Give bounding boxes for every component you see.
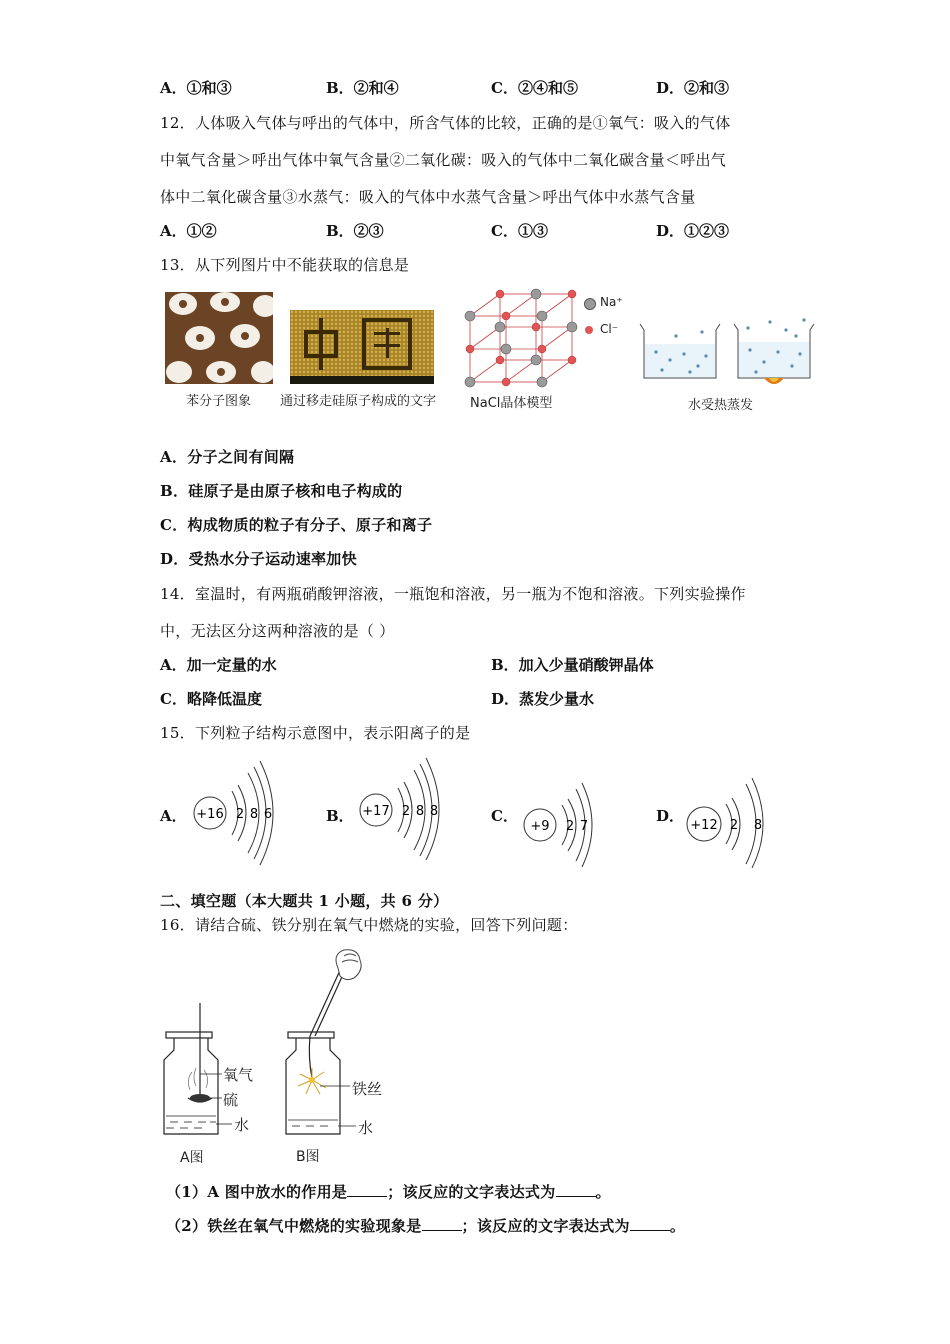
shell-a-3: 6	[263, 807, 273, 822]
label-fig-a: A图	[180, 1150, 204, 1166]
q16-sub-2: （2）铁丝在氧气中燃烧的实验现象是 ；该反应的文字表达式为 。	[166, 1217, 686, 1235]
atom-diagram-b	[356, 752, 456, 862]
atom-diagram-a	[190, 758, 290, 868]
shell-b-3: 8	[429, 804, 439, 819]
water-evaporation-image	[636, 316, 820, 390]
shell-a-2: 8	[249, 807, 259, 822]
label-iron-wire: 铁丝	[352, 1080, 383, 1098]
q14-option-d: D．蒸发少量水	[491, 690, 595, 708]
q12-option-c: C．①③	[491, 222, 548, 240]
q14-option-a: A．加一定量的水	[160, 656, 277, 674]
atom-diagram-c	[520, 778, 600, 868]
q16-stem: 16．请结合硫、铁分别在氧气中燃烧的实验，回答下列问题：	[160, 916, 578, 934]
caption-silicon: 通过移走硅原子构成的文字	[280, 394, 437, 409]
q12-stem-line-1: 12．人体吸入气体与呼出的气体中，所含气体的比较，正确的是①氧气：吸入的气体	[160, 114, 731, 132]
q14-stem-line-2: 中，无法区分这两种溶液的是（ ）	[160, 622, 395, 640]
q13-option-d: D．受热水分子运动速率加快	[160, 550, 357, 568]
q11-option-c: C．②④和⑤	[491, 79, 578, 97]
answer-blank-2[interactable]	[556, 1195, 596, 1197]
na-legend-dot	[584, 298, 596, 310]
shell-b-1: 2	[401, 804, 411, 819]
label-oxygen: 氧气	[223, 1066, 254, 1084]
nucleus-d: +12	[690, 818, 718, 833]
nucleus-b: +17	[362, 804, 390, 819]
caption-benzene: 苯分子图象	[186, 394, 252, 409]
q12-option-a: A．①②	[160, 222, 217, 240]
label-fig-b: B图	[296, 1149, 320, 1165]
answer-blank-1[interactable]	[347, 1195, 387, 1197]
shell-c-2: 7	[579, 819, 589, 834]
q13-option-b: B．硅原子是由原子核和电子构成的	[160, 482, 403, 500]
q14-option-c: C．略降低温度	[160, 690, 262, 708]
caption-water: 水受热蒸发	[688, 398, 754, 413]
shell-d-2: 8	[753, 818, 763, 833]
q15-option-b-label: B．	[326, 807, 354, 825]
na-legend-label: Na⁺	[600, 295, 623, 309]
q16-sub-1: （1）A 图中放水的作用是 ；该反应的文字表达式为 。	[166, 1183, 611, 1201]
q12-stem-line-3: 体中二氧化碳含量③水蒸气：吸入的气体中水蒸气含量＞呼出气体中水蒸气含量	[160, 188, 696, 206]
section-2-title: 二、填空题（本大题共 1 小题，共 6 分）	[160, 892, 449, 910]
answer-blank-3[interactable]	[422, 1229, 462, 1231]
q11-option-d: D．②和③	[656, 79, 730, 97]
q13-option-a: A．分子之间有间隔	[160, 448, 295, 466]
q11-option-b: B．②和④	[326, 79, 399, 97]
cl-legend-label: Cl⁻	[600, 322, 619, 336]
cl-legend-dot	[585, 326, 593, 334]
q15-option-d-label: D．	[656, 807, 685, 825]
benzene-image	[165, 292, 273, 384]
answer-blank-4[interactable]	[630, 1229, 670, 1231]
q15-option-c-label: C．	[491, 807, 518, 825]
shell-b-2: 8	[415, 804, 425, 819]
silicon-atoms-image	[290, 310, 434, 384]
nucleus-c: +9	[530, 819, 550, 834]
q13-option-c: C．构成物质的粒子有分子、原子和离子	[160, 516, 433, 534]
q15-option-a-label: A．	[160, 807, 187, 825]
q14-option-b: B．加入少量硝酸钾晶体	[491, 656, 654, 674]
shell-a-1: 2	[235, 807, 245, 822]
caption-nacl: NaCl晶体模型	[470, 396, 553, 411]
q12-option-b: B．②③	[326, 222, 384, 240]
label-water-a: 水	[234, 1116, 250, 1134]
nucleus-a: +16	[196, 807, 224, 822]
label-sulfur: 硫	[223, 1091, 239, 1109]
q14-stem-line-1: 14．室温时，有两瓶硝酸钾溶液，一瓶饱和溶液，另一瓶为不饱和溶液。下列实验操作	[160, 585, 746, 603]
atom-diagram-d	[684, 774, 774, 870]
shell-d-1: 2	[729, 818, 739, 833]
q12-stem-line-2: 中氧气含量＞呼出气体中氧气含量②二氧化碳：吸入的气体中二氧化碳含量＜呼出气	[160, 151, 727, 169]
shell-c-1: 2	[565, 819, 575, 834]
nacl-crystal-model	[462, 286, 580, 390]
q15-stem: 15．下列粒子结构示意图中，表示阳离子的是	[160, 724, 471, 742]
q11-option-a: A．①和③	[160, 79, 232, 97]
q13-stem: 13．从下列图片中不能获取的信息是	[160, 256, 410, 274]
q12-option-d: D．①②③	[656, 222, 730, 240]
label-water-b: 水	[358, 1119, 374, 1137]
